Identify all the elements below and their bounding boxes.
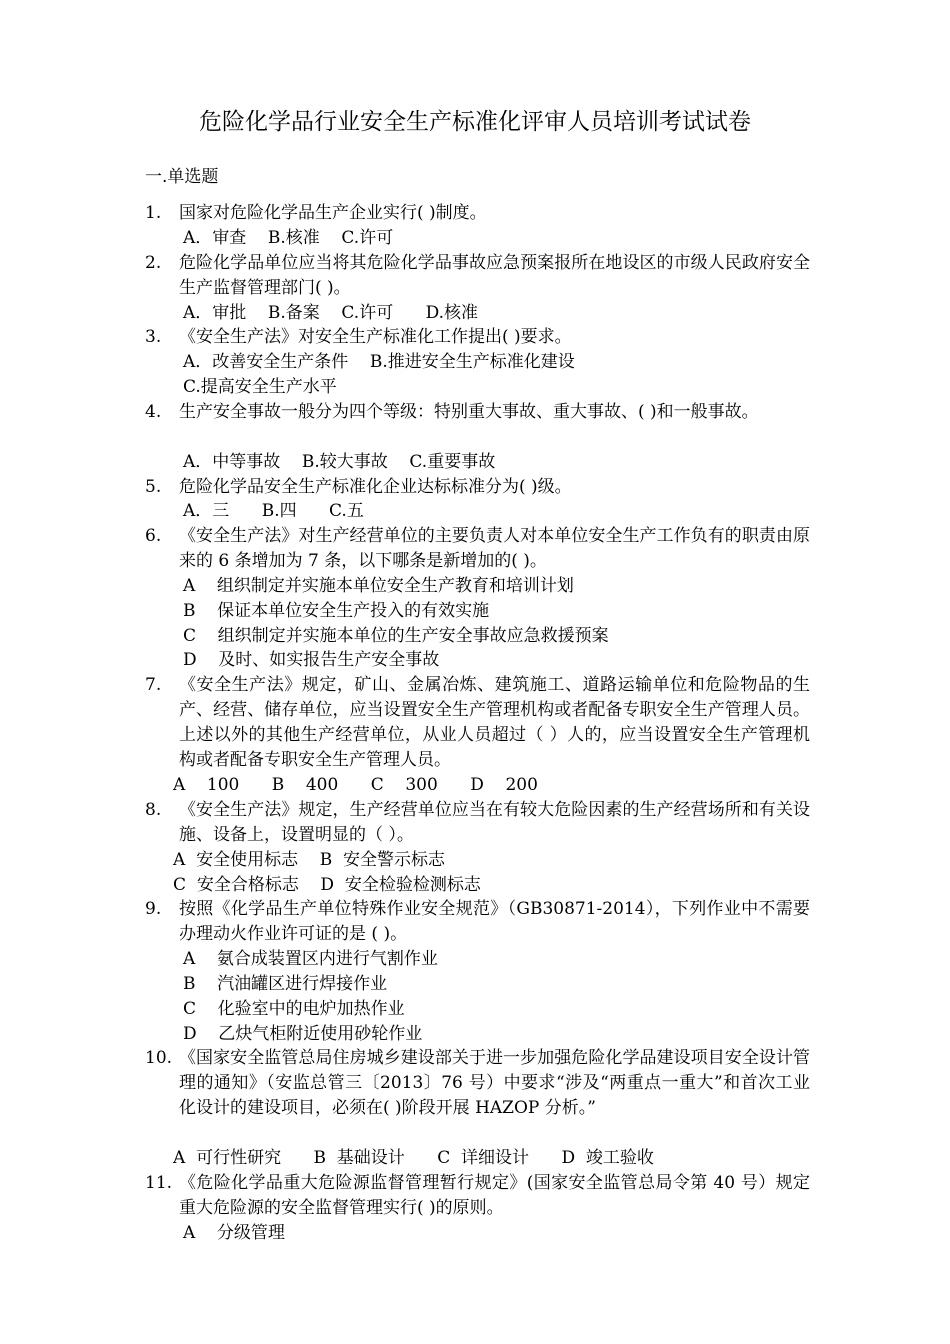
question-4 xyxy=(145,400,810,425)
question-7 xyxy=(145,673,810,773)
answer-options: A．三 B.四 C.五 xyxy=(183,501,364,521)
answer-options: A 安全使用标志 B 安全警示标志 xyxy=(173,850,445,870)
answer-options: C 化验室中的电炉加热作业 xyxy=(183,999,405,1019)
question-number: 11. xyxy=(145,1173,173,1193)
question-3 xyxy=(145,325,810,350)
answer-options: D 乙炔气柜附近使用砂轮作业 xyxy=(183,1024,423,1044)
question-number: 8. xyxy=(145,800,162,820)
question-number: 5. xyxy=(145,477,162,497)
question-stem: 《安全生产法》对生产经营单位的主要负责人对本单位安全生产工作负有的职责由原来的 6 条增加为 7 条，以下哪条是新增加的( )。 xyxy=(179,526,810,571)
answer-options: D 及时、如实报告生产安全事故 xyxy=(183,650,440,670)
answer-options: A．审批 B.备案 C.许可 D.核准 xyxy=(183,303,479,323)
question-11 xyxy=(145,1171,810,1221)
question-stem: 《安全生产法》规定，生产经营单位应当在有较大危险因素的生产经营场所和有关设施、设备上，设置明显的（ ）。 xyxy=(179,800,810,845)
question-stem: 危险化学品安全生产标准化企业达标标准分为( )级。 xyxy=(179,477,572,497)
answer-options: A 分级管理 xyxy=(183,1223,285,1243)
question-number: 3. xyxy=(145,327,162,347)
question-number: 9. xyxy=(145,899,162,919)
answer-options: C.提高安全生产水平 xyxy=(183,377,337,397)
section-heading: 一.单选题 xyxy=(145,167,219,187)
question-stem: 《国家安全监管总局住房城乡建设部关于进一步加强危险化学品建设项目安全设计管理的通知》（安监总管三〔2013〕76 号）中要求“涉及“两重点一重大”和首次工业化设计的建设项目，必须在( )阶段开展 HAZOP 分析。” xyxy=(179,1048,810,1118)
question-stem: 国家对危险化学品生产企业实行( )制度。 xyxy=(179,203,487,223)
question-number: 10. xyxy=(145,1048,173,1068)
question-number: 2. xyxy=(145,253,162,273)
answer-options: C 组织制定并实施本单位的生产安全事故应急救援预案 xyxy=(183,626,609,646)
question-8 xyxy=(145,798,810,848)
question-number: 7. xyxy=(145,675,162,695)
question-5 xyxy=(145,475,810,500)
question-9 xyxy=(145,897,810,947)
answer-options: A 组织制定并实施本单位安全生产教育和培训计划 xyxy=(183,576,574,596)
question-stem: 按照《化学品生产单位特殊作业安全规范》（GB30871-2014），下列作业中不需要办理动火作业许可证的是 ( )。 xyxy=(179,899,810,944)
question-stem: 《安全生产法》对安全生产标准化工作提出( )要求。 xyxy=(179,327,572,347)
question-number: 1. xyxy=(145,203,162,223)
question-stem: 《危险化学品重大危险源监督管理暂行规定》(国家安全监管总局令第 40 号）规定重大危险源的安全监督管理实行( )的原则。 xyxy=(179,1173,810,1218)
question-stem: 危险化学品单位应当将其危险化学品事故应急预案报所在地设区的市级人民政府安全生产监督管理部门( )。 xyxy=(179,253,810,298)
answer-options: A．改善安全生产条件 B.推进安全生产标准化建设 xyxy=(183,352,575,372)
answer-options: A．审查 B.核准 C.许可 xyxy=(183,228,394,248)
question-2 xyxy=(145,251,810,301)
answer-options: A．中等事故 B.较大事故 C.重要事故 xyxy=(183,452,496,472)
question-6 xyxy=(145,524,810,574)
question-1 xyxy=(145,201,810,226)
question-number: 4. xyxy=(145,402,162,422)
page-title: 危险化学品行业安全生产标准化评审人员培训考试试卷 xyxy=(199,109,751,135)
question-stem: 生产安全事故一般分为四个等级：特别重大事故、重大事故、( )和一般事故。 xyxy=(179,402,759,422)
answer-options: A 氨合成装置区内进行气割作业 xyxy=(183,949,438,969)
answer-options: A 可行性研究 B 基础设计 C 详细设计 D 竣工验收 xyxy=(173,1148,654,1168)
answer-options: C 安全合格标志 D 安全检验检测标志 xyxy=(173,875,481,895)
answer-options: B 汽油罐区进行焊接作业 xyxy=(183,974,388,994)
question-10 xyxy=(145,1046,810,1121)
question-stem: 《安全生产法》规定，矿山、金属冶炼、建筑施工、道路运输单位和危险物品的生产、经营、储存单位，应当设置安全生产管理机构或者配备专职安全生产管理人员。上述以外的其他生产经营单位，从业人员超过（ ）人的，应当设置安全生产管理机构或者配备专职安全生产管理人员。 xyxy=(179,675,810,770)
answer-options: A 100 B 400 C 300 D 200 xyxy=(173,775,538,795)
question-number: 6. xyxy=(145,526,162,546)
answer-options: B 保证本单位安全生产投入的有效实施 xyxy=(183,601,490,621)
